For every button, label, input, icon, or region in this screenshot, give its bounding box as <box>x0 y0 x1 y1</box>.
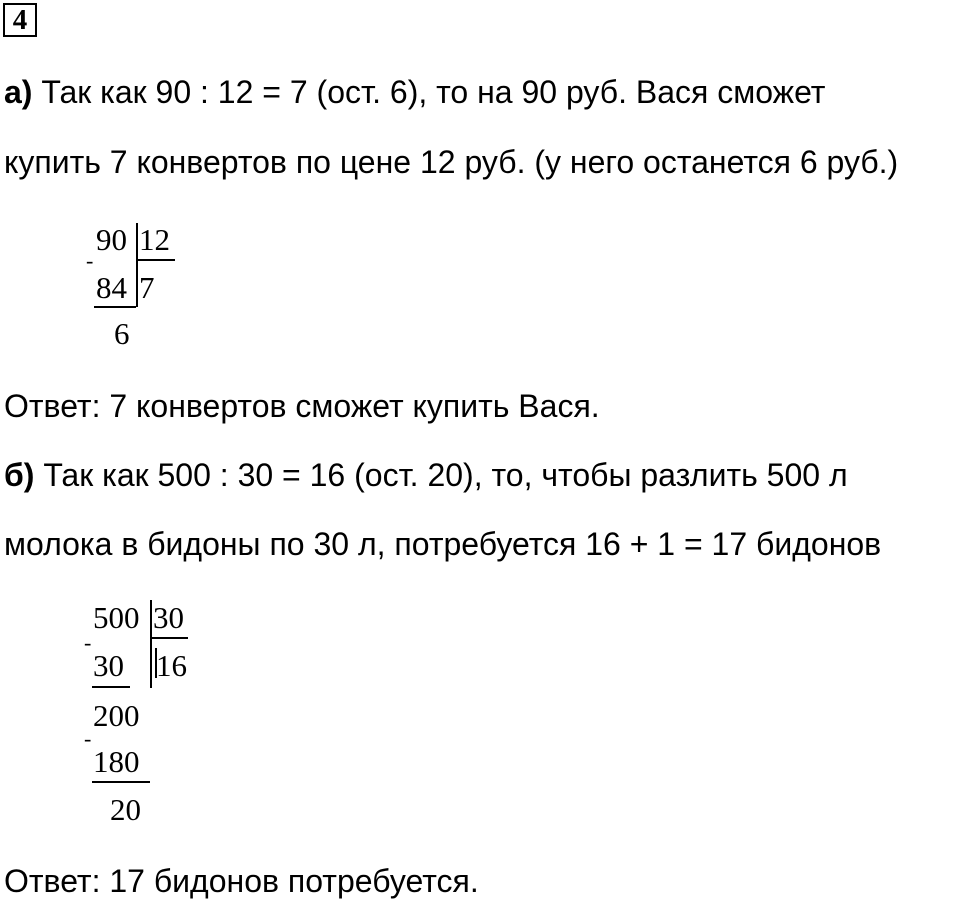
division-a-divisor: 12 <box>139 222 170 257</box>
part-b-line-1 <box>4 459 848 491</box>
division-b-dividend: 500 <box>93 600 140 635</box>
part-b-line-2: молока в бидоны по 30 л, потребуется 16 + 1 = 17 бидонов <box>4 526 882 562</box>
division-a-dividend: 90 <box>96 222 127 257</box>
division-a-minus: - <box>86 248 94 273</box>
division-b-partial: 200 <box>93 698 140 733</box>
division-b-subtrahend-1: 30 <box>93 648 124 683</box>
division-a-underline <box>94 306 136 308</box>
division-a-remainder: 6 <box>114 316 130 351</box>
task-number: 4 <box>3 3 37 37</box>
division-a-divisor-underline <box>137 259 175 261</box>
division-b-minus-2: - <box>84 726 92 751</box>
part-a-line-1-text: Так как 90 : 12 = 7 (ост. 6), то на 90 руб. Вася сможет <box>32 74 826 110</box>
division-b-quotient: 16 <box>156 648 187 683</box>
division-b-divisor-underline <box>151 637 188 639</box>
division-a-vertical-bar <box>136 223 138 307</box>
part-a-answer: Ответ: 7 конвертов сможет купить Вася. <box>4 388 600 424</box>
division-b-minus-1: - <box>84 630 92 655</box>
part-a-line-1 <box>4 76 825 108</box>
division-b-underline-2 <box>92 781 150 783</box>
division-b-underline-1 <box>92 686 130 688</box>
part-b-label: б) <box>4 457 35 493</box>
division-b-vertical-bar <box>150 600 152 688</box>
part-b-line-1-text: Так как 500 : 30 = 16 (ост. 20), то, чтобы разлить 500 л <box>34 457 848 493</box>
division-b-subtrahend-2: 180 <box>93 744 140 779</box>
part-a-label: а) <box>4 74 33 110</box>
division-a-subtrahend: 84 <box>96 270 127 305</box>
division-b-remainder: 20 <box>110 792 141 827</box>
part-b-answer: Ответ: 17 бидонов потребуется. <box>4 863 479 899</box>
division-a-quotient: 7 <box>139 270 155 305</box>
division-b-divisor: 30 <box>153 600 184 635</box>
part-a-line-2: купить 7 конвертов по цене 12 руб. (у него останется 6 руб.) <box>4 144 899 180</box>
